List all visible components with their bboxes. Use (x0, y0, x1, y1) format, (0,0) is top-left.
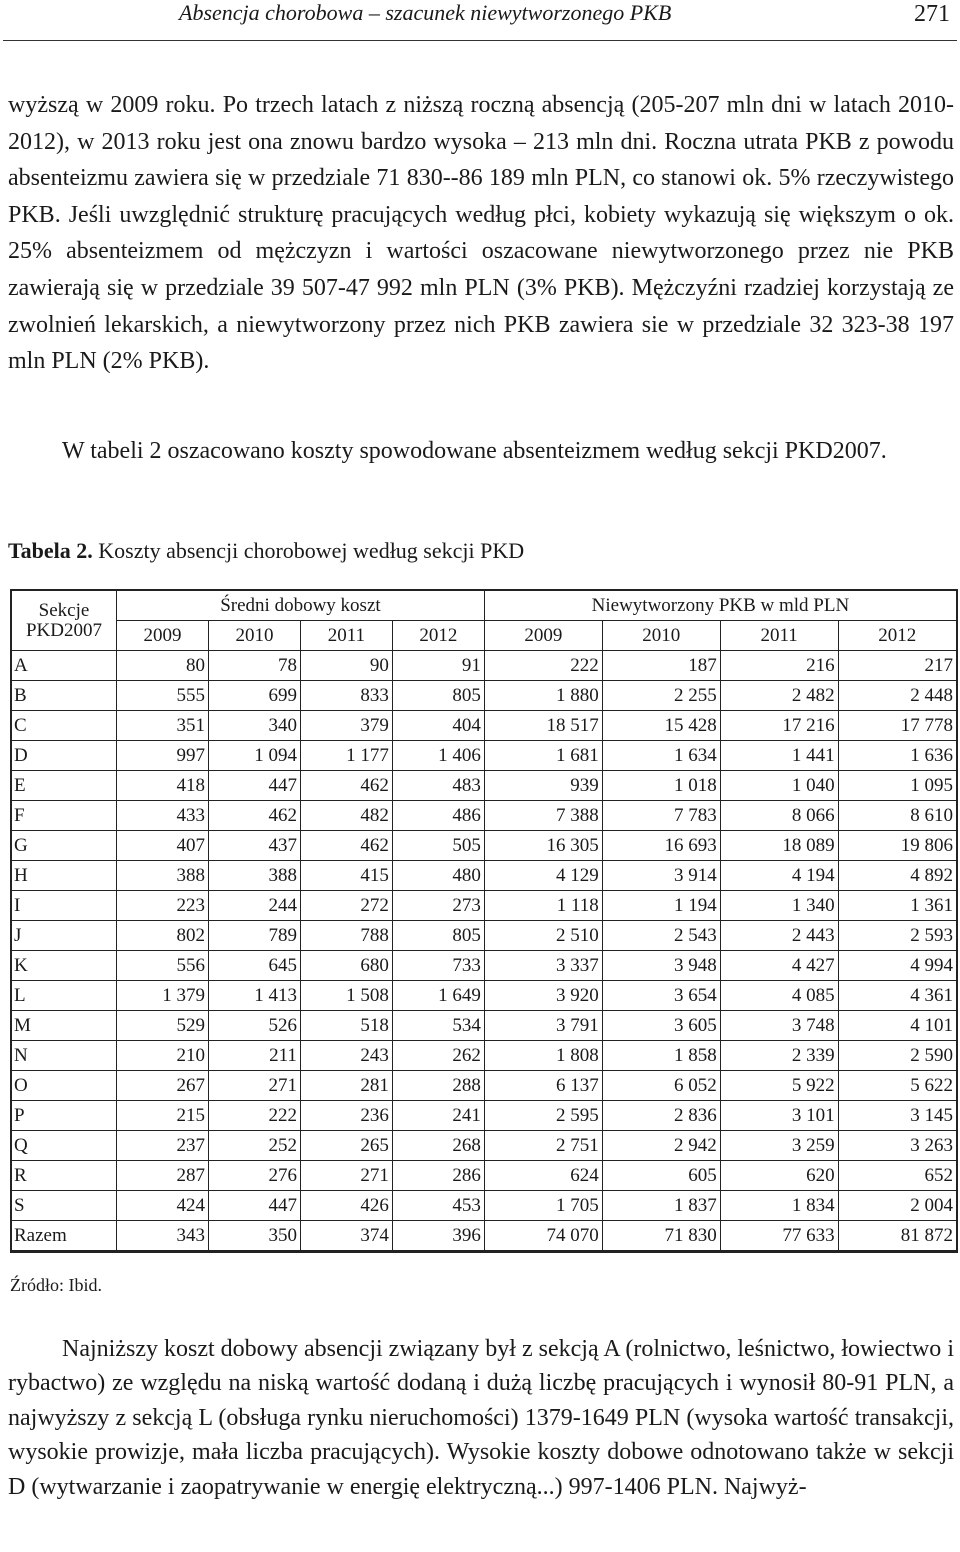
value-cell: 1 681 (484, 741, 602, 771)
section-label-cell: M (11, 1011, 117, 1041)
value-cell: 3 263 (838, 1131, 957, 1161)
value-cell: 273 (392, 891, 484, 921)
table-body (11, 651, 957, 1252)
header-year-cell: 2012 (392, 621, 484, 651)
value-cell: 2 482 (720, 681, 838, 711)
section-label-cell: S (11, 1191, 117, 1221)
value-cell: 187 (602, 651, 720, 681)
header-year-cell: 2009 (117, 621, 209, 651)
value-cell: 3 101 (720, 1101, 838, 1131)
value-cell: 605 (602, 1161, 720, 1191)
table-caption-text: Koszty absencji chorobowej według sekcji PKD (98, 538, 525, 563)
section-label-cell: E (11, 771, 117, 801)
section-label-cell: J (11, 921, 117, 951)
value-cell: 1 194 (602, 891, 720, 921)
value-cell: 4 427 (720, 951, 838, 981)
value-cell: 555 (117, 681, 209, 711)
value-cell: 6 052 (602, 1071, 720, 1101)
value-cell: 624 (484, 1161, 602, 1191)
value-cell: 236 (300, 1101, 392, 1131)
value-cell: 2 443 (720, 921, 838, 951)
section-label-cell: D (11, 741, 117, 771)
header-sections-line1: Sekcje (38, 599, 90, 621)
table-row (11, 1041, 957, 1071)
value-cell: 374 (300, 1221, 392, 1252)
value-cell: 620 (720, 1161, 838, 1191)
table-row (11, 1221, 957, 1252)
value-cell: 215 (117, 1101, 209, 1131)
section-label-cell: P (11, 1101, 117, 1131)
value-cell: 3 605 (602, 1011, 720, 1041)
value-cell: 680 (300, 951, 392, 981)
value-cell: 2 595 (484, 1101, 602, 1131)
value-cell: 1 413 (208, 981, 300, 1011)
value-cell: 1 340 (720, 891, 838, 921)
value-cell: 788 (300, 921, 392, 951)
value-cell: 407 (117, 831, 209, 861)
value-cell: 252 (208, 1131, 300, 1161)
value-cell: 1 705 (484, 1191, 602, 1221)
value-cell: 4 101 (838, 1011, 957, 1041)
section-label-cell: A (11, 651, 117, 681)
value-cell: 3 654 (602, 981, 720, 1011)
header-year-cell: 2010 (602, 621, 720, 651)
value-cell: 939 (484, 771, 602, 801)
value-cell: 4 892 (838, 861, 957, 891)
value-cell: 1 834 (720, 1191, 838, 1221)
value-cell: 2 339 (720, 1041, 838, 1071)
value-cell: 216 (720, 651, 838, 681)
table-row (11, 1071, 957, 1101)
value-cell: 1 508 (300, 981, 392, 1011)
table-row (11, 711, 957, 741)
table-header-row-groups (11, 590, 957, 621)
value-cell: 396 (392, 1221, 484, 1252)
value-cell: 833 (300, 681, 392, 711)
value-cell: 74 070 (484, 1221, 602, 1252)
value-cell: 1 858 (602, 1041, 720, 1071)
value-cell: 71 830 (602, 1221, 720, 1252)
section-label-cell: Razem (11, 1221, 117, 1252)
value-cell: 241 (392, 1101, 484, 1131)
table-source-note: Źródło: Ibid. (10, 1275, 102, 1295)
value-cell: 288 (392, 1071, 484, 1101)
header-group-lost-gdp: Niewytworzony PKB w mld PLN (484, 590, 957, 621)
value-cell: 437 (208, 831, 300, 861)
table-row (11, 681, 957, 711)
table-row (11, 801, 957, 831)
value-cell: 2 593 (838, 921, 957, 951)
value-cell: 4 994 (838, 951, 957, 981)
value-cell: 78 (208, 651, 300, 681)
value-cell: 1 094 (208, 741, 300, 771)
table-row (11, 1101, 957, 1131)
table-caption (8, 537, 524, 565)
value-cell: 237 (117, 1131, 209, 1161)
value-cell: 286 (392, 1161, 484, 1191)
table-row (11, 861, 957, 891)
value-cell: 3 920 (484, 981, 602, 1011)
table-row (11, 981, 957, 1011)
value-cell: 997 (117, 741, 209, 771)
value-cell: 462 (300, 831, 392, 861)
value-cell: 462 (208, 801, 300, 831)
paragraph-intro: wyższą w 2009 roku. Po trzech latach z niższą roczną absencją (205-207 mln dni w latach 2010-2012), w 2013 roku jest ona znowu bardzo wysoka – 213 mln dni. Roczna utrata PKB z powodu absenteizmu zawiera się w przedziale 71 830--86 189 mln PLN, co stanowi ok. 5% rzeczywistego PKB. Jeśli uwzględnić strukturę pracujących według płci, kobiety wykazują się większym o ok. 25% absenteizmem od mężczyzn i wartości oszacowane niewytworzonego przez nie PKB zawierają się w przedziale 39 507-47 992 mln PLN (3% PKB). Mężczyźni rzadziej korzystają ze zwolnień lekarskich, a niewytworzony przez nich PKB zawiera sie w przedziale 32 323-38 197 mln PLN (2% PKB). (8, 92, 954, 375)
value-cell: 16 693 (602, 831, 720, 861)
table-row (11, 891, 957, 921)
value-cell: 15 428 (602, 711, 720, 741)
value-cell: 265 (300, 1131, 392, 1161)
header-year-cell: 2011 (720, 621, 838, 651)
section-label-cell: R (11, 1161, 117, 1191)
value-cell: 1 649 (392, 981, 484, 1011)
value-cell: 343 (117, 1221, 209, 1252)
header-sections-line2: PKD2007 (25, 619, 102, 641)
value-cell: 379 (300, 711, 392, 741)
value-cell: 529 (117, 1011, 209, 1041)
value-cell: 1 406 (392, 741, 484, 771)
value-cell: 222 (484, 651, 602, 681)
value-cell: 81 872 (838, 1221, 957, 1252)
value-cell: 3 791 (484, 1011, 602, 1041)
value-cell: 482 (300, 801, 392, 831)
value-cell: 388 (208, 861, 300, 891)
value-cell: 426 (300, 1191, 392, 1221)
value-cell: 1 636 (838, 741, 957, 771)
value-cell: 645 (208, 951, 300, 981)
value-cell: 8 066 (720, 801, 838, 831)
header-year-cell: 2009 (484, 621, 602, 651)
value-cell: 480 (392, 861, 484, 891)
value-cell: 404 (392, 711, 484, 741)
value-cell: 2 510 (484, 921, 602, 951)
value-cell: 6 137 (484, 1071, 602, 1101)
value-cell: 223 (117, 891, 209, 921)
table-row (11, 951, 957, 981)
value-cell: 17 216 (720, 711, 838, 741)
header-group-daily-cost: Średni dobowy koszt (117, 590, 485, 621)
value-cell: 272 (300, 891, 392, 921)
value-cell: 424 (117, 1191, 209, 1221)
value-cell: 3 914 (602, 861, 720, 891)
value-cell: 287 (117, 1161, 209, 1191)
header-year-cell: 2011 (300, 621, 392, 651)
value-cell: 222 (208, 1101, 300, 1131)
value-cell: 217 (838, 651, 957, 681)
value-cell: 1 634 (602, 741, 720, 771)
section-label-cell: I (11, 891, 117, 921)
value-cell: 4 194 (720, 861, 838, 891)
section-label-cell: O (11, 1071, 117, 1101)
value-cell: 789 (208, 921, 300, 951)
value-cell: 518 (300, 1011, 392, 1041)
value-cell: 243 (300, 1041, 392, 1071)
section-label-cell: N (11, 1041, 117, 1071)
value-cell: 1 018 (602, 771, 720, 801)
value-cell: 262 (392, 1041, 484, 1071)
table-row (11, 1011, 957, 1041)
section-label-cell: C (11, 711, 117, 741)
table-row (11, 831, 957, 861)
table-header-row-years (11, 621, 957, 651)
header-year-cell: 2012 (838, 621, 957, 651)
section-label-cell: K (11, 951, 117, 981)
value-cell: 210 (117, 1041, 209, 1071)
value-cell: 3 145 (838, 1101, 957, 1131)
value-cell: 733 (392, 951, 484, 981)
value-cell: 1 361 (838, 891, 957, 921)
value-cell: 418 (117, 771, 209, 801)
value-cell: 3 337 (484, 951, 602, 981)
value-cell: 1 379 (117, 981, 209, 1011)
value-cell: 1 177 (300, 741, 392, 771)
value-cell: 802 (117, 921, 209, 951)
value-cell: 268 (392, 1131, 484, 1161)
value-cell: 4 361 (838, 981, 957, 1011)
value-cell: 2 255 (602, 681, 720, 711)
section-label-cell: H (11, 861, 117, 891)
value-cell: 351 (117, 711, 209, 741)
value-cell: 805 (392, 681, 484, 711)
table-row (11, 1191, 957, 1221)
paragraph-analysis: Najniższy koszt dobowy absencji związany był z sekcją A (rolnictwo, leśnictwo, łowiectwo i rybactwo) ze względu na niską wartość dodaną i dużą liczbę pracujących i wynosił 80-91 PLN, a najwyższy z sekcją L (obsługa rynku nieruchomości) 1379-1649 PLN (wysoka wartość transakcji, wysokie prowizje, mała liczba pracujących). Wysokie koszty dobowe odnotowano także w sekcji D (wytwarzanie i zaopatrywanie w energię elektryczną...) 997-1406 PLN. Najwyż- (8, 1336, 954, 1500)
section-label-cell: F (11, 801, 117, 831)
value-cell: 483 (392, 771, 484, 801)
section-label-cell: Q (11, 1131, 117, 1161)
value-cell: 2 836 (602, 1101, 720, 1131)
section-label-cell: B (11, 681, 117, 711)
value-cell: 2 590 (838, 1041, 957, 1071)
header-rule (3, 40, 957, 41)
value-cell: 556 (117, 951, 209, 981)
value-cell: 433 (117, 801, 209, 831)
header-year-cell: 2010 (208, 621, 300, 651)
table-row (11, 1161, 957, 1191)
value-cell: 18 089 (720, 831, 838, 861)
value-cell: 350 (208, 1221, 300, 1252)
value-cell: 90 (300, 651, 392, 681)
value-cell: 2 448 (838, 681, 957, 711)
value-cell: 1 441 (720, 741, 838, 771)
table-caption-label: Tabela 2. (8, 538, 93, 563)
value-cell: 2 004 (838, 1191, 957, 1221)
value-cell: 19 806 (838, 831, 957, 861)
value-cell: 805 (392, 921, 484, 951)
value-cell: 1 837 (602, 1191, 720, 1221)
value-cell: 340 (208, 711, 300, 741)
value-cell: 415 (300, 861, 392, 891)
value-cell: 447 (208, 1191, 300, 1221)
value-cell: 211 (208, 1041, 300, 1071)
cost-table (10, 589, 958, 1253)
paragraph-table-reference: W tabeli 2 oszacowano koszty spowodowane absenteizmem według sekcji PKD2007. (62, 438, 887, 464)
value-cell: 447 (208, 771, 300, 801)
value-cell: 271 (208, 1071, 300, 1101)
value-cell: 80 (117, 651, 209, 681)
value-cell: 91 (392, 651, 484, 681)
table-row (11, 771, 957, 801)
table-row (11, 921, 957, 951)
value-cell: 4 085 (720, 981, 838, 1011)
value-cell: 2 543 (602, 921, 720, 951)
value-cell: 534 (392, 1011, 484, 1041)
running-title: Absencja chorobowa – szacunek niewytworzonego PKB (179, 0, 672, 25)
value-cell: 462 (300, 771, 392, 801)
value-cell: 276 (208, 1161, 300, 1191)
value-cell: 3 748 (720, 1011, 838, 1041)
value-cell: 16 305 (484, 831, 602, 861)
value-cell: 18 517 (484, 711, 602, 741)
section-label-cell: L (11, 981, 117, 1011)
value-cell: 2 751 (484, 1131, 602, 1161)
value-cell: 1 808 (484, 1041, 602, 1071)
page-number: 271 (914, 1, 950, 27)
value-cell: 267 (117, 1071, 209, 1101)
value-cell: 3 948 (602, 951, 720, 981)
value-cell: 388 (117, 861, 209, 891)
value-cell: 17 778 (838, 711, 957, 741)
value-cell: 5 622 (838, 1071, 957, 1101)
value-cell: 77 633 (720, 1221, 838, 1252)
value-cell: 505 (392, 831, 484, 861)
value-cell: 1 880 (484, 681, 602, 711)
value-cell: 526 (208, 1011, 300, 1041)
table-row (11, 1131, 957, 1161)
value-cell: 244 (208, 891, 300, 921)
table-row (11, 651, 957, 681)
value-cell: 4 129 (484, 861, 602, 891)
value-cell: 2 942 (602, 1131, 720, 1161)
value-cell: 281 (300, 1071, 392, 1101)
running-header (0, 0, 960, 44)
value-cell: 7 388 (484, 801, 602, 831)
value-cell: 652 (838, 1161, 957, 1191)
value-cell: 271 (300, 1161, 392, 1191)
value-cell: 7 783 (602, 801, 720, 831)
value-cell: 453 (392, 1191, 484, 1221)
value-cell: 699 (208, 681, 300, 711)
value-cell: 8 610 (838, 801, 957, 831)
table-row (11, 741, 957, 771)
section-label-cell: G (11, 831, 117, 861)
value-cell: 1 095 (838, 771, 957, 801)
value-cell: 3 259 (720, 1131, 838, 1161)
value-cell: 1 118 (484, 891, 602, 921)
header-sections (11, 590, 117, 651)
value-cell: 1 040 (720, 771, 838, 801)
value-cell: 486 (392, 801, 484, 831)
value-cell: 5 922 (720, 1071, 838, 1101)
